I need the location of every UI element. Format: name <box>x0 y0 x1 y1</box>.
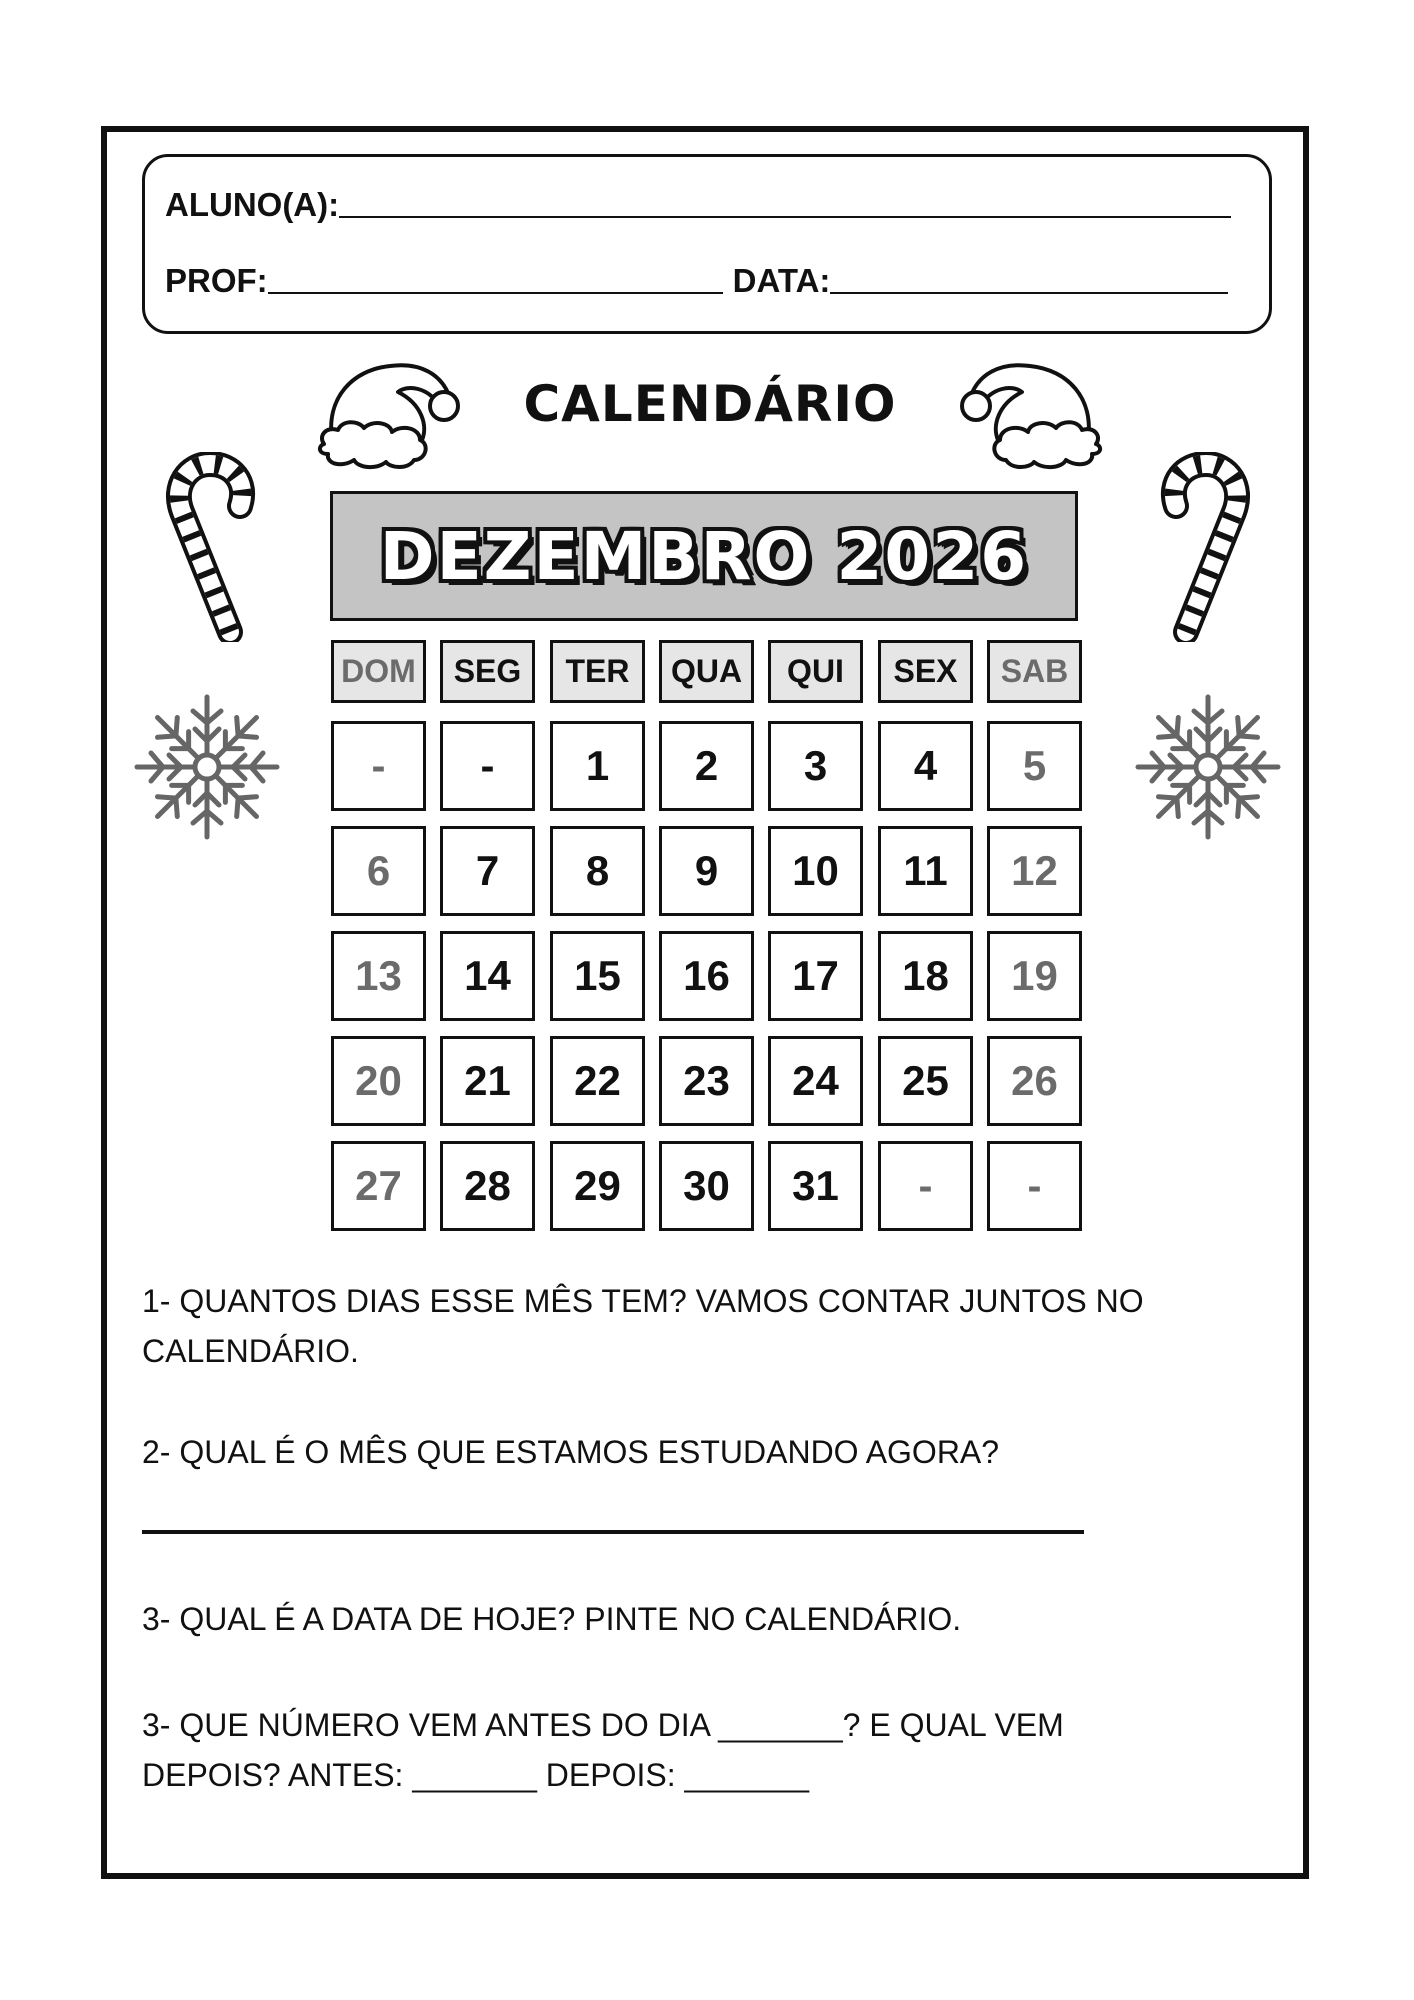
page-title: CALENDÁRIO <box>523 375 897 433</box>
date-label: DATA: <box>732 262 831 299</box>
candy-cane-icon <box>1158 452 1258 642</box>
day-cell[interactable]: 25 <box>878 1036 973 1126</box>
day-cell[interactable]: 18 <box>878 931 973 1021</box>
day-cell[interactable]: 14 <box>440 931 535 1021</box>
day-cell[interactable]: - <box>878 1141 973 1231</box>
candy-cane-icon <box>158 452 258 642</box>
date-field[interactable] <box>830 291 1228 294</box>
day-cell[interactable]: 16 <box>659 931 754 1021</box>
weekday-header: SEG <box>440 640 535 703</box>
day-cell[interactable]: 24 <box>768 1036 863 1126</box>
day-cell[interactable]: - <box>440 721 535 811</box>
question-4-line-2: DEPOIS? ANTES: _______ DEPOIS: _______ <box>142 1757 810 1793</box>
snowflake-icon <box>132 692 282 842</box>
day-cell[interactable]: 28 <box>440 1141 535 1231</box>
day-cell[interactable]: 21 <box>440 1036 535 1126</box>
day-cell[interactable]: - <box>987 1141 1082 1231</box>
question-4-line-1: 3- QUE NÚMERO VEM ANTES DO DIA _______? E QUAL VEM <box>142 1707 1064 1743</box>
weekday-header: QUA <box>659 640 754 703</box>
weekday-header: TER <box>550 640 645 703</box>
weekday-header: QUI <box>768 640 863 703</box>
day-cell[interactable]: 15 <box>550 931 645 1021</box>
day-cell[interactable]: 12 <box>987 826 1082 916</box>
day-cell[interactable]: 31 <box>768 1141 863 1231</box>
day-cell[interactable]: 10 <box>768 826 863 916</box>
teacher-date-row <box>165 262 1228 300</box>
day-cell[interactable]: 29 <box>550 1141 645 1231</box>
question-1-line-1: 1- QUANTOS DIAS ESSE MÊS TEM? VAMOS CONTAR JUNTOS NO <box>142 1283 1144 1319</box>
weekday-header: DOM <box>331 640 426 703</box>
day-cell[interactable]: 7 <box>440 826 535 916</box>
question-3: 3- QUAL É A DATA DE HOJE? PINTE NO CALENDÁRIO. <box>142 1601 962 1637</box>
day-cell[interactable]: 5 <box>987 721 1082 811</box>
student-info-box <box>142 154 1272 334</box>
day-cell[interactable]: 30 <box>659 1141 754 1231</box>
day-cell[interactable]: 23 <box>659 1036 754 1126</box>
student-name-field[interactable] <box>339 215 1231 218</box>
day-cell[interactable]: 4 <box>878 721 973 811</box>
day-cell[interactable]: 2 <box>659 721 754 811</box>
day-cell[interactable]: 3 <box>768 721 863 811</box>
day-cell[interactable]: 9 <box>659 826 754 916</box>
day-cell[interactable]: 27 <box>331 1141 426 1231</box>
snowflake-icon <box>1133 692 1283 842</box>
day-cell[interactable]: 22 <box>550 1036 645 1126</box>
day-cell[interactable]: 20 <box>331 1036 426 1126</box>
day-cell[interactable]: 26 <box>987 1036 1082 1126</box>
month-title: DEZEMBRO 2026 <box>379 517 1029 595</box>
weekday-header: SEX <box>878 640 973 703</box>
day-cell[interactable]: 6 <box>331 826 426 916</box>
day-cell[interactable]: 13 <box>331 931 426 1021</box>
teacher-label: PROF: <box>165 262 268 299</box>
student-label: ALUNO(A): <box>165 186 340 223</box>
day-cell[interactable]: 17 <box>768 931 863 1021</box>
santa-hat-icon <box>312 348 472 476</box>
day-cell[interactable]: 11 <box>878 826 973 916</box>
answer-line[interactable] <box>142 1530 1084 1534</box>
student-name-row <box>165 186 1231 224</box>
question-2: 2- QUAL É O MÊS QUE ESTAMOS ESTUDANDO AGORA? <box>142 1434 1000 1470</box>
weekday-header: SAB <box>987 640 1082 703</box>
day-cell[interactable]: 8 <box>550 826 645 916</box>
santa-hat-icon <box>948 348 1108 476</box>
month-banner <box>330 491 1078 621</box>
day-cell[interactable]: - <box>331 721 426 811</box>
day-cell[interactable]: 19 <box>987 931 1082 1021</box>
day-cell[interactable]: 1 <box>550 721 645 811</box>
teacher-name-field[interactable] <box>268 291 723 294</box>
question-1-line-2: CALENDÁRIO. <box>142 1333 359 1369</box>
